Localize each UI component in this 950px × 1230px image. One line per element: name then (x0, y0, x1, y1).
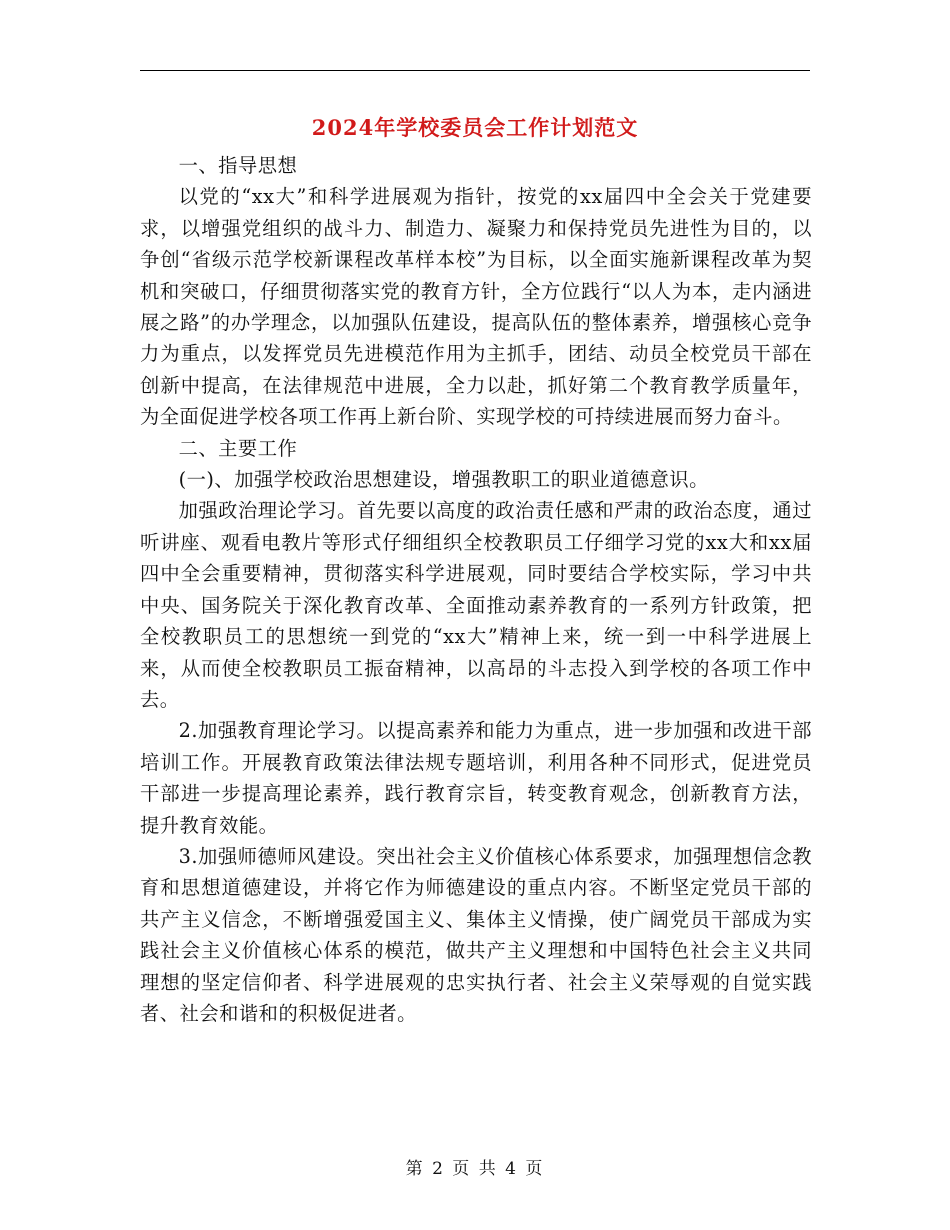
subsection-heading-political-ideology: (一)、加强学校政治思想建设，增强教职工的职业道德意识。 (178, 468, 709, 492)
paragraph-education-theory: 2.加强教育理论学习。以提高素养和能力为重点，进一步加强和改进干部培训工作。开展教育政策法律法规专题培训，利用各种不同形式，促进党员干部进一步提高理论素养，践行教育宗旨，转变教育观念，创新教育方法，提升教育效能。 (140, 719, 812, 837)
document-body (140, 150, 812, 1029)
paragraph-guiding-ideology: 以党的“xx大”和科学进展观为指针，按党的xx届四中全会关于党建要求，以增强党组织的战斗力、制造力、凝聚力和保持党员先进性为目的，以争创“省级示范学校新课程改革样本校”为目标，以全面实施新课程改革为契机和突破口，仔细贯彻落实党的教育方针，全方位践行“以人为本，走内涵进展之路”的办学理念，以加强队伍建设，提高队伍的整体素养，增强核心竞争力为重点，以发挥党员先进模范作用为主抓手，团结、动员全校党员干部在创新中提高，在法律规范中进展，全力以赴，抓好第二个教育教学质量年，为全面促进学校各项工作再上新台阶、实现学校的可持续进展而努力奋斗。 (140, 185, 812, 429)
page-number-footer: 第 2 页 共 4 页 (405, 1159, 545, 1179)
header-rule (140, 70, 810, 71)
section-heading-guiding-ideology: 一、指导思想 (178, 154, 298, 177)
document-title: 2024年学校委员会工作计划范文 (311, 115, 639, 140)
section-heading-main-work: 二、主要工作 (178, 436, 298, 460)
paragraph-teacher-ethics: 3.加强师德师风建设。突出社会主义价值核心体系要求，加强理想信念教育和思想道德建设，并将它作为师德建设的重点内容。不断坚定党员干部的共产主义信念，不断增强爱国主义、集体主义情操，使广阔党员干部成为实践社会主义价值核心体系的模范，做共产主义理想和中国特色社会主义共同理想的坚定信仰者、科学进展观的忠实执行者、社会主义荣辱观的自觉实践者、社会和谐和的积极促进者。 (140, 844, 812, 1025)
paragraph-political-theory: 加强政治理论学习。首先要以高度的政治责任感和严肃的政治态度，通过听讲座、观看电教片等形式仔细组织全校教职员工仔细学习党的xx大和xx届四中全会重要精神，贯彻落实科学进展观，同时要结合学校实际，学习中共中央、国务院关于深化教育改革、全面推动素养教育的一系列方针政策，把全校教职员工的思想统一到党的“xx大”精神上来，统一到一中科学进展上来，从而使全校教职员工振奋精神，以高昂的斗志投入到学校的各项工作中去。 (140, 499, 812, 711)
